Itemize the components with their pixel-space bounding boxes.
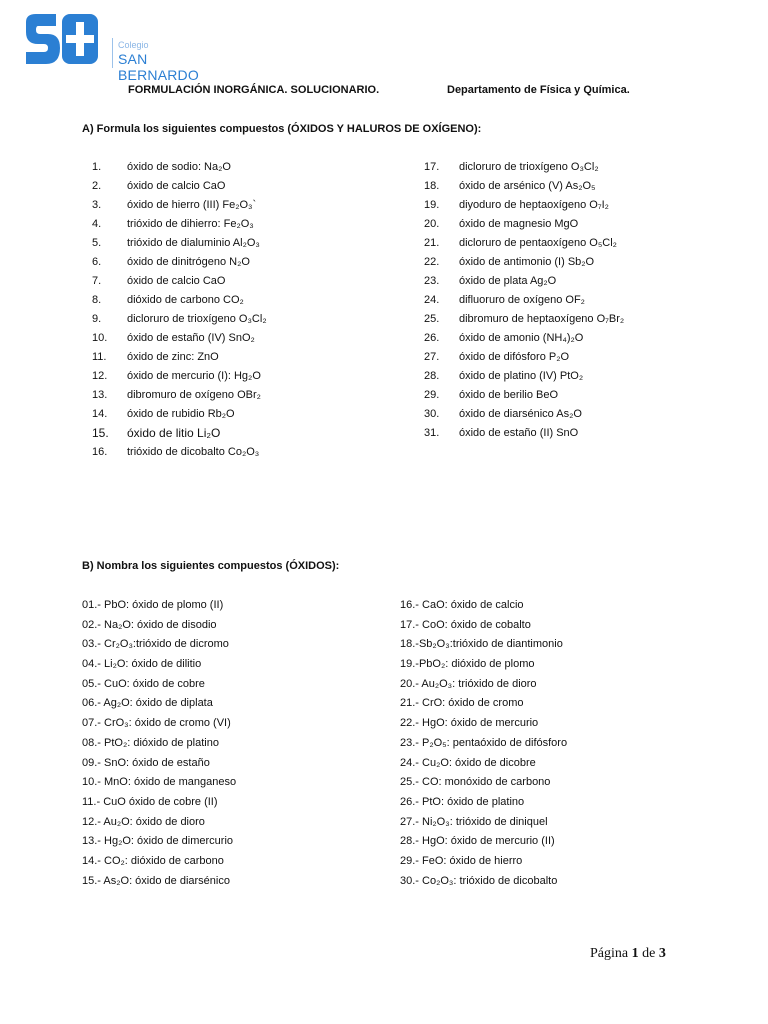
item-text: óxido de difósforo P₂O [459,351,570,363]
list-item: 26.- PtO: óxido de platino [400,795,525,808]
item-text: dibromuro de oxígeno OBr₂ [127,389,261,401]
footer-of-label: de [642,946,656,961]
item-text: óxido de calcio CaO [127,180,226,192]
item-number: 20. [424,218,440,230]
list-item [92,348,267,367]
list-item [92,386,267,405]
item-text: óxido de estaño (IV) SnO₂ [127,332,255,344]
list-item: 05.- CuO: óxido de cobre [82,677,205,690]
document-title: FORMULACIÓN INORGÁNICA. SOLUCIONARIO. [128,84,380,96]
item-number: 6. [92,256,102,268]
item-number: 5. [92,237,102,249]
item-number: 26. [424,332,440,344]
item-number: 11. [92,351,107,363]
item-number: 13. [92,389,108,401]
item-number: 21. [424,237,440,249]
item-text: óxido de antimonio (I) Sb₂O [459,256,595,268]
item-text: difluoruro de oxígeno OF₂ [459,294,585,306]
item-text: óxido de diarsénico As₂O [459,408,582,420]
list-item: 12.- Au₂O: óxido de dioro [82,815,205,828]
logo-subtitle: Colegio [118,40,149,50]
logo-divider [112,38,113,68]
list-item: 13.- Hg₂O: óxido de dimercurio [82,835,234,848]
school-logo [22,12,199,83]
list-item [424,196,624,215]
list-item [424,253,624,272]
list-item [92,177,267,196]
section-a-list-right [424,158,624,443]
list-item [424,310,624,329]
list-item: 30.- Co₂O₃: trióxido de dicobalto [400,874,558,887]
item-text: óxido de rubidio Rb₂O [127,408,235,420]
page-footer [590,946,666,962]
item-text: trióxido de dicobalto Co₂O₃ [127,446,260,458]
footer-page-number: 1 [631,946,639,961]
list-item [424,158,624,177]
list-item [424,348,624,367]
list-item: 03.- Cr₂O₃:trióxido de dicromo [82,638,229,651]
list-item: 04.- Li₂O: óxido de dilitio [82,658,202,671]
item-number: 28. [424,370,440,382]
list-item: 24.- Cu₂O: óxido de dicobre [400,756,536,769]
item-text: dicloruro de trioxígeno O₃Cl₂ [459,161,599,173]
list-item [92,234,267,253]
item-number: 15. [92,426,109,440]
list-item: 15.- As₂O: óxido de diarsénico [82,874,230,887]
list-item [92,291,267,310]
item-text: óxido de sodio: Na₂O [127,161,231,173]
list-item: 21.- CrO: óxido de cromo [400,697,524,710]
item-text: óxido de mercurio (I): Hg₂O [127,370,261,382]
item-text: óxido de magnesio MgO [459,218,579,230]
list-item: 27.- Ni₂O₃: trióxido de diniquel [400,815,548,828]
item-number: 8. [92,294,102,306]
item-text: dicloruro de trioxígeno O₃Cl₂ [127,313,267,325]
list-item [424,272,624,291]
item-text: óxido de arsénico (V) As₂O₅ [459,180,596,192]
list-item [92,310,267,329]
list-item: 28.- HgO: óxido de mercurio (II) [400,835,555,848]
footer-page-total: 3 [658,946,666,961]
section-b-list-right [400,596,567,891]
list-item [424,234,624,253]
item-number: 23. [424,275,440,287]
item-text: óxido de platino (IV) PtO₂ [459,370,584,382]
list-item: 23.- P₂O₅: pentaóxido de difósforo [400,736,568,749]
list-item [424,291,624,310]
item-text: óxido de hierro (III) Fe₂O₃` [127,199,257,211]
item-number: 16. [92,446,108,458]
list-item: 18.-Sb₂O₃:trióxido de diantimonio [400,638,563,651]
item-text: dicloruro de pentaoxígeno O₅Cl₂ [459,237,617,249]
list-item: 08.- PtO₂: dióxido de platino [82,736,219,749]
item-text: trióxido de dihierro: Fe₂O₃ [127,218,254,230]
item-text: óxido de litio Li₂O [127,426,221,440]
list-item: 11.- CuO óxido de cobre (II) [82,795,218,808]
list-item [424,367,624,386]
list-item [92,424,267,443]
list-item: 25.- CO: monóxido de carbono [400,776,551,789]
section-b-title: B) Nombra los siguientes compuestos (ÓXIDOS): [82,560,340,572]
item-number: 27. [424,351,440,363]
list-item [424,177,624,196]
department-title: Departamento de Física y Química. [447,84,630,96]
item-number: 18. [424,180,440,192]
item-text: óxido de dinitrógeno N₂O [127,256,250,268]
list-item: 17.- CoO: óxido de cobalto [400,618,531,631]
list-item: 20.- Au₂O₃: trióxido de dioro [400,677,537,690]
list-item [92,158,267,177]
item-number: 4. [92,218,102,230]
item-number: 31. [424,427,440,439]
list-item [424,329,624,348]
item-text: dióxido de carbono CO₂ [127,294,244,306]
list-item: 22.- HgO: óxido de mercurio [400,717,539,730]
item-text: óxido de plata Ag₂O [459,275,557,287]
logo-title: SAN BERNARDO [118,51,199,83]
section-b-list-left [82,596,236,891]
list-item [92,215,267,234]
logo-mark-icon [22,12,102,72]
list-item: 09.- SnO: óxido de estaño [82,756,210,769]
item-text: óxido de amonio (NH₄)₂O [459,332,584,344]
list-item: 07.- CrO₃: óxido de cromo (VI) [82,717,231,730]
list-item [92,253,267,272]
item-text: óxido de calcio CaO [127,275,226,287]
list-item [92,272,267,291]
item-number: 22. [424,256,440,268]
item-number: 2. [92,180,102,192]
list-item: 29.- FeO: óxido de hierro [400,854,523,867]
list-item: 01.- PbO: óxido de plomo (II) [82,599,224,611]
item-number: 24. [424,294,440,306]
list-item: 06.- Ag₂O: óxido de diplata [82,697,213,710]
item-number: 3. [92,199,102,211]
item-text: óxido de estaño (II) SnO [459,427,579,439]
item-number: 17. [424,161,440,173]
list-item: 19.-PbO₂: dióxido de plomo [400,658,535,671]
item-number: 19. [424,199,440,211]
item-text: diyoduro de heptaoxígeno O₇I₂ [459,199,609,211]
item-number: 14. [92,408,108,420]
list-item [92,196,267,215]
item-number: 30. [424,408,440,420]
list-item [92,405,267,424]
list-item [92,443,267,462]
list-item: 02.- Na₂O: óxido de disodio [82,618,217,631]
item-number: 25. [424,313,440,325]
footer-page-label: Página [590,946,629,961]
item-number: 29. [424,389,440,401]
section-a-title: A) Formula los siguientes compuestos (ÓXIDOS Y HALUROS DE OXÍGENO): [82,123,482,135]
section-a-list-left [92,158,267,462]
list-item [424,405,624,424]
item-text: óxido de berilio BeO [459,389,559,401]
item-number: 7. [92,275,102,287]
item-number: 9. [92,313,102,325]
list-item [424,215,624,234]
list-item: 14.- CO₂: dióxido de carbono [82,854,224,867]
list-item: 16.- CaO: óxido de calcio [400,599,524,611]
item-text: óxido de zinc: ZnO [127,351,219,363]
list-item: 10.- MnO: óxido de manganeso [82,776,237,789]
item-text: dibromuro de heptaoxígeno O₇Br₂ [459,313,625,325]
list-item [92,329,267,348]
list-item [92,367,267,386]
item-number: 12. [92,370,108,382]
item-number: 10. [92,332,108,344]
item-text: trióxido de dialuminio Al₂O₃ [127,237,260,249]
list-item [424,424,624,443]
list-item [424,386,624,405]
item-number: 1. [92,161,102,173]
